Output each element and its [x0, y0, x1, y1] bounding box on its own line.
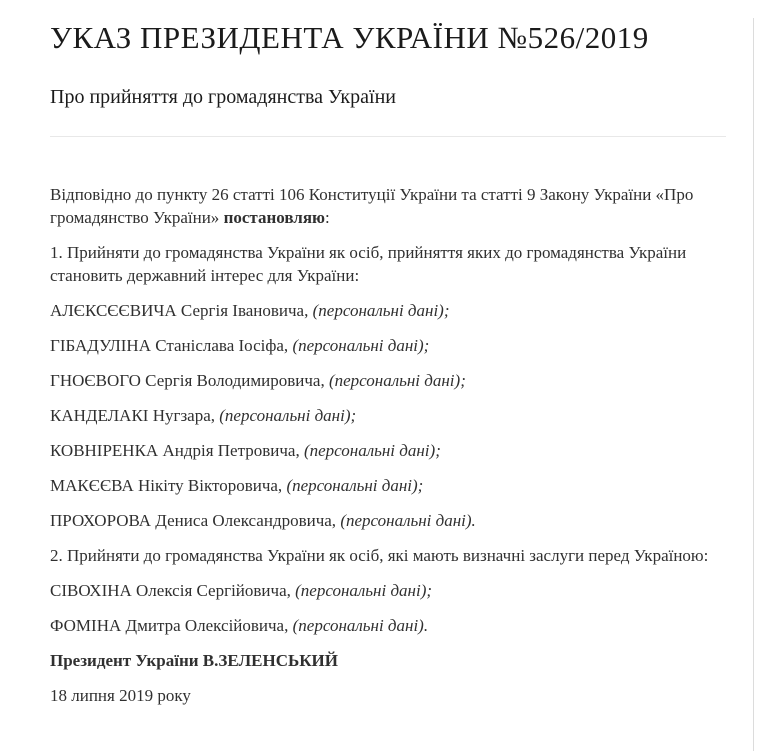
- text-run: ПРОХОРОВА Дениса Олександровича,: [50, 511, 341, 530]
- text-run: (персональні дані);: [219, 406, 357, 425]
- page-right-border: [753, 18, 754, 751]
- text-run: МАКЄЄВА Нікіту Вікторовича,: [50, 476, 287, 495]
- text-run: ГІБАДУЛІНА Станіслава Іосіфа,: [50, 336, 293, 355]
- text-run: (персональні дані);: [312, 301, 450, 320]
- person-line: [50, 404, 726, 427]
- person-line: [50, 299, 726, 322]
- text-run: (персональні дані);: [292, 336, 430, 355]
- text-run: (персональні дані);: [286, 476, 424, 495]
- person-line: [50, 369, 726, 392]
- clause-1-paragraph: [50, 241, 726, 287]
- text-run: СІВОХІНА Олексія Сергійовича,: [50, 581, 296, 600]
- date-line: [50, 684, 726, 707]
- intro-paragraph: [50, 183, 726, 229]
- text-run: КАНДЕЛАКІ Нугзара,: [50, 406, 220, 425]
- text-run: (персональні дані);: [328, 371, 466, 390]
- header-divider: [50, 136, 726, 137]
- clause-2-paragraph: [50, 544, 726, 567]
- text-run: (персональні дані);: [303, 441, 441, 460]
- text-run: Відповідно до пункту 26 статті 106 Конституції України та статті 9 Закону України «Про громадянство України»: [50, 185, 694, 227]
- text-run: Президент України В.ЗЕЛЕНСЬКИЙ: [50, 651, 338, 670]
- person-line: [50, 439, 726, 462]
- text-run: :: [325, 208, 330, 227]
- text-run: (персональні дані).: [292, 616, 429, 635]
- signature-line: [50, 649, 726, 672]
- text-run: (персональні дані);: [295, 581, 433, 600]
- text-run: ГНОЄВОГО Сергія Володимировича,: [50, 371, 329, 390]
- person-line: [50, 474, 726, 497]
- person-line: [50, 614, 726, 637]
- text-run: 18 липня 2019 року: [50, 686, 191, 705]
- text-run: КОВНІРЕНКА Андрія Петровича,: [50, 441, 304, 460]
- decree-document: [0, 18, 767, 707]
- person-line: [50, 509, 726, 532]
- person-line: [50, 334, 726, 357]
- text-run: ФОМІНА Дмитра Олексійовича,: [50, 616, 293, 635]
- text-run: 2. Прийняти до громадянства України як осіб, які мають визначні заслуги перед Україною:: [50, 546, 709, 565]
- text-run: постановляю: [223, 208, 326, 227]
- person-line: [50, 579, 726, 602]
- text-run: 1. Прийняти до громадянства України як осіб, прийняття яких до громадянства України становить державний інтерес для України:: [50, 243, 687, 285]
- document-body: [50, 183, 726, 707]
- text-run: АЛЄКСЄЄВИЧА Сергія Івановича,: [50, 301, 313, 320]
- text-run: (персональні дані).: [340, 511, 476, 530]
- page-title: УКАЗ ПРЕЗИДЕНТА УКРАЇНИ №526/2019: [50, 20, 649, 55]
- page-subtitle: Про прийняття до громадянства України: [50, 86, 396, 108]
